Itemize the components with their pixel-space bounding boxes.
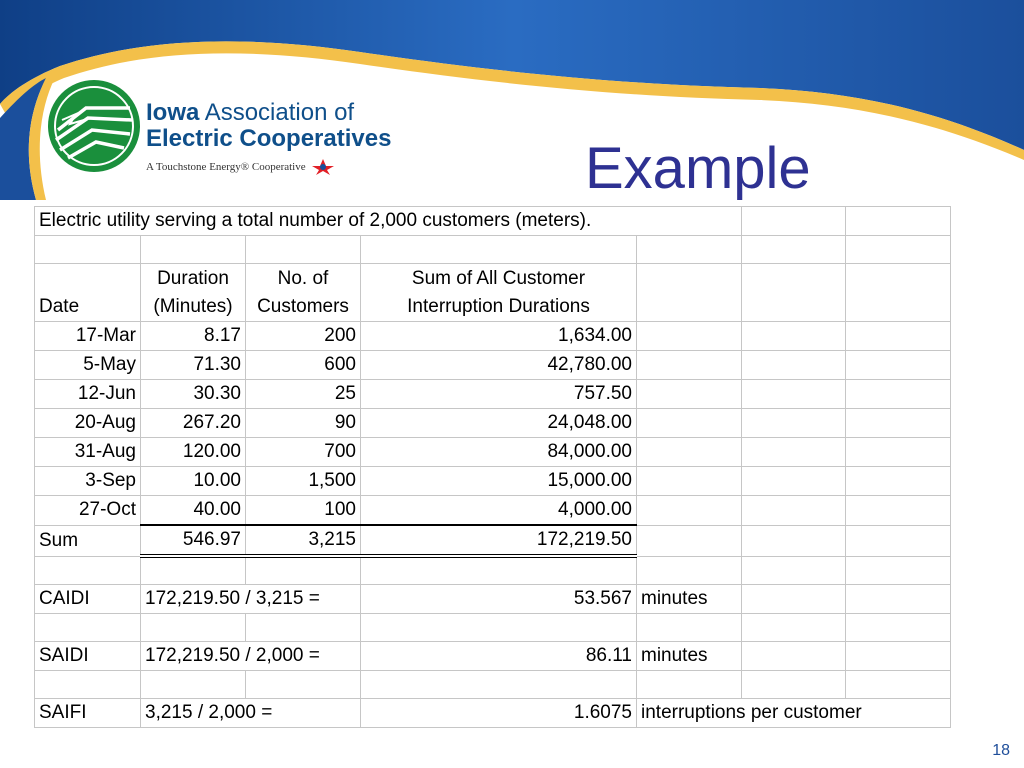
table-row (35, 351, 951, 380)
saifi-row (35, 698, 951, 727)
cell-customers: 1,500 (246, 467, 361, 496)
caidi-unit: minutes (637, 584, 742, 613)
table-row (35, 467, 951, 496)
cell-sum: 1,634.00 (361, 322, 637, 351)
cell-duration: 8.17 (141, 322, 246, 351)
header-duration-line2: (Minutes) (153, 296, 233, 317)
sum-row (35, 525, 951, 556)
header-customers-line1: No. of (277, 268, 329, 289)
cell-date: 31-Aug (35, 438, 141, 467)
org-tagline: A Touchstone Energy® Cooperative (146, 161, 306, 173)
cell-customers: 25 (246, 380, 361, 409)
table-row (35, 496, 951, 526)
header-date: Date (35, 264, 141, 322)
cell-date: 20-Aug (35, 409, 141, 438)
table-row (35, 236, 951, 264)
saidi-label: SAIDI (35, 641, 141, 670)
saidi-formula: 172,219.50 / 2,000 = (141, 641, 361, 670)
sum-customers: 3,215 (246, 525, 361, 556)
header-row (35, 264, 951, 322)
touchstone-energy-icon (310, 158, 336, 176)
org-word-association: Association of (204, 99, 355, 126)
table-row (35, 380, 951, 409)
sum-duration: 546.97 (141, 525, 246, 556)
header-duration (141, 264, 246, 322)
spreadsheet-table (34, 206, 951, 728)
header-duration-line1: Duration (157, 268, 229, 289)
caidi-row (35, 584, 951, 613)
header-sum-line1: Sum of All Customer (411, 268, 586, 289)
cell-sum: 24,048.00 (361, 409, 637, 438)
cell-duration: 267.20 (141, 409, 246, 438)
table-row (35, 670, 951, 698)
table-row (35, 409, 951, 438)
table-row (35, 613, 951, 641)
table-row (35, 556, 951, 584)
cell-sum: 4,000.00 (361, 496, 637, 526)
organization-name (146, 100, 391, 176)
table-row (35, 322, 951, 351)
saifi-value: 1.6075 (361, 698, 637, 727)
cell-sum: 84,000.00 (361, 438, 637, 467)
saidi-unit: minutes (637, 641, 742, 670)
cell-customers: 100 (246, 496, 361, 526)
saifi-formula: 3,215 / 2,000 = (141, 698, 361, 727)
header-customers (246, 264, 361, 322)
caidi-label: CAIDI (35, 584, 141, 613)
logo-emblem (46, 78, 142, 179)
saidi-value: 86.11 (361, 641, 637, 670)
cell-duration: 120.00 (141, 438, 246, 467)
page-number: 18 (992, 742, 1010, 759)
org-line-electric-cooperatives: Electric Cooperatives (146, 125, 392, 152)
table-row (35, 438, 951, 467)
cell-duration: 71.30 (141, 351, 246, 380)
sum-total: 172,219.50 (361, 525, 637, 556)
header-customers-line2: Customers (257, 296, 349, 317)
cell-customers: 90 (246, 409, 361, 438)
saidi-row (35, 641, 951, 670)
cell-date: 3-Sep (35, 467, 141, 496)
cell-date: 12-Jun (35, 380, 141, 409)
org-word-iowa: Iowa (146, 99, 200, 126)
cell-duration: 30.30 (141, 380, 246, 409)
caidi-formula: 172,219.50 / 3,215 = (141, 584, 361, 613)
caidi-value: 53.567 (361, 584, 637, 613)
header-sum (361, 264, 637, 322)
cell-customers: 200 (246, 322, 361, 351)
saifi-unit: interruptions per customer (637, 698, 951, 727)
cell-date: 27-Oct (35, 496, 141, 526)
cell-duration: 40.00 (141, 496, 246, 526)
cell-date: 5-May (35, 351, 141, 380)
cell-customers: 700 (246, 438, 361, 467)
cell-customers: 600 (246, 351, 361, 380)
table-row (35, 207, 951, 236)
saifi-label: SAIFI (35, 698, 141, 727)
intro-text: Electric utility serving a total number of 2,000 customers (meters). (35, 207, 637, 236)
sum-label: Sum (35, 525, 141, 556)
cell-sum: 42,780.00 (361, 351, 637, 380)
cell-sum: 15,000.00 (361, 467, 637, 496)
cell-date: 17-Mar (35, 322, 141, 351)
cell-duration: 10.00 (141, 467, 246, 496)
header-sum-line2: Interruption Durations (407, 296, 590, 317)
slide-title: Example (585, 136, 811, 201)
cell-sum: 757.50 (361, 380, 637, 409)
